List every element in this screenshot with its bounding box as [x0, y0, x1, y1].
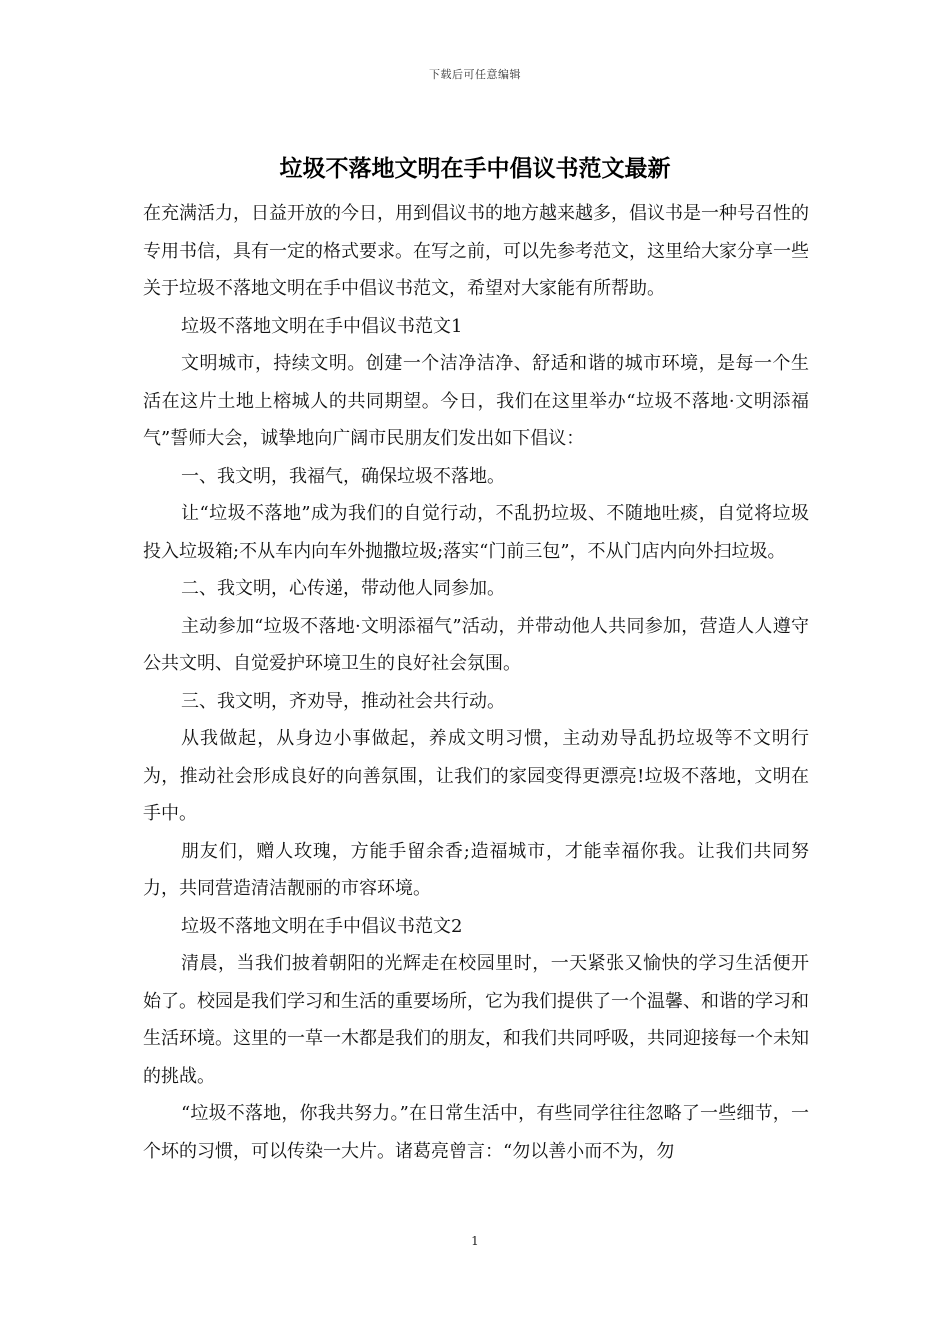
paragraph: 清晨，当我们披着朝阳的光辉走在校园里时，一天紧张又愉快的学习生活便开始了。校园是我们学习和生活的重要场所，它为我们提供了一个温馨、和谐的学习和生活环境。这里的一草一木都是我们的朋友，和我们共同呼吸，共同迎接每一个未知的挑战。 — [143, 953, 809, 1087]
paragraph: 让“垃圾不落地”成为我们的自觉行动，不乱扔垃圾、不随地吐痰，自觉将垃圾投入垃圾箱;不从车内向车外抛撒垃圾;落实“门前三包”，不从门店内向外扫垃圾。 — [143, 503, 809, 562]
page-number: 1 — [471, 1234, 479, 1248]
paragraph-intro: 在充满活力，日益开放的今日，用到倡议书的地方越来越多，倡议书是一种号召性的专用书信，具有一定的格式要求。在写之前，可以先参考范文，这里给大家分享一些关于垃圾不落地文明在手中倡议书范文，希望对大家能有所帮助。 — [143, 203, 809, 299]
paragraph: 朋友们，赠人玫瑰，方能手留余香;造福城市，才能幸福你我。让我们共同努力，共同营造清洁靓丽的市容环境。 — [143, 840, 809, 899]
header-note: 下载后可任意编辑 — [429, 68, 521, 81]
proposal-item-1: 一、我文明，我福气，确保垃圾不落地。 — [181, 465, 505, 487]
paragraph: 文明城市，持续文明。创建一个洁净洁净、舒适和谐的城市环境，是每一个生活在这片土地上榕城人的共同期望。今日，我们在这里举办“垃圾不落地·文明添福气”誓师大会，诚挚地向广阔市民朋友们发出如下倡议： — [143, 353, 809, 449]
paragraph: 主动参加“垃圾不落地·文明添福气”活动，并带动他人共同参加，营造人人遵守公共文明、自觉爱护环境卫生的良好社会氛围。 — [143, 615, 809, 674]
document-body — [143, 195, 809, 1170]
paragraph: 从我做起，从身边小事做起，养成文明习惯，主动劝导乱扔垃圾等不文明行为，推动社会形成良好的向善氛围，让我们的家园变得更漂亮!垃圾不落地，文明在手中。 — [143, 728, 809, 824]
section-heading-1: 垃圾不落地文明在手中倡议书范文1 — [181, 315, 463, 337]
proposal-item-2: 二、我文明，心传递，带动他人同参加。 — [181, 578, 505, 599]
document-title: 垃圾不落地文明在手中倡议书范文最新 — [279, 155, 671, 182]
section-heading-2: 垃圾不落地文明在手中倡议书范文2 — [181, 915, 463, 937]
paragraph: “垃圾不落地，你我共努力。”在日常生活中，有些同学往往忽略了一些细节，一个坏的习惯，可以传染一大片。诸葛亮曾言：“勿以善小而不为，勿 — [143, 1103, 809, 1162]
proposal-item-3: 三、我文明，齐劝导，推动社会共行动。 — [181, 690, 505, 712]
